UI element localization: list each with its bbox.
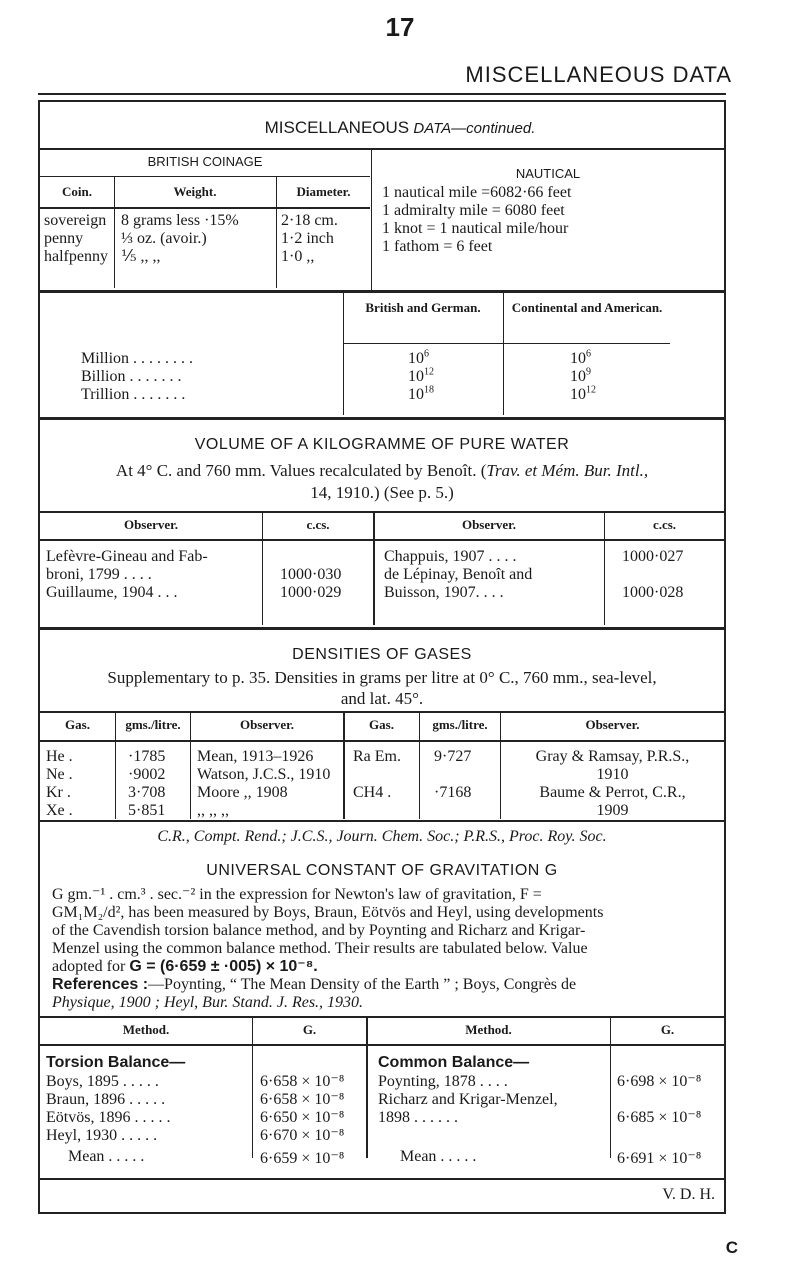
observer: Guillaume, 1904 . . . xyxy=(46,584,178,601)
method-name: Boys, 1895 . . . . . xyxy=(46,1073,159,1090)
g-value: 6·670 × 10⁻⁸ xyxy=(260,1127,345,1144)
signature: V. D. H. xyxy=(662,1186,715,1203)
column-divider xyxy=(262,511,263,625)
method-name: Richarz and Krigar-Menzel, xyxy=(378,1091,558,1108)
gas-name: Ne . xyxy=(46,766,73,783)
nautical-line: 1 fathom = 6 feet xyxy=(382,238,493,255)
rule xyxy=(40,207,370,209)
torsion-mean-label: Mean . . . . . xyxy=(68,1148,145,1165)
gas-observer: 1909 xyxy=(596,802,629,819)
observer-column-header: Observer. xyxy=(585,717,640,732)
gas-density: 3·708 xyxy=(128,784,166,801)
gas-observer: Mean, 1913–1926 xyxy=(197,748,314,765)
coin-list xyxy=(44,212,108,266)
volume-title: VOLUME OF A KILOGRAMME OF PURE WATER xyxy=(194,436,570,453)
observer: broni, 1799 . . . . xyxy=(46,566,152,583)
coin-name: penny xyxy=(44,230,84,247)
coin-diameter: 2·18 cm. xyxy=(281,212,338,229)
paragraph-line: of the Cavendish torsion balance method, and by Poynting and Richarz and Krigar- xyxy=(52,922,586,939)
column-divider xyxy=(252,1016,253,1158)
ccs-column-header: c.cs. xyxy=(652,517,677,532)
rule xyxy=(40,539,724,541)
section-title-main: MISCELLANEOUS xyxy=(264,118,410,137)
rule xyxy=(40,711,724,713)
rule xyxy=(40,1016,724,1018)
diameter-list xyxy=(281,212,338,266)
gas-name: Xe . xyxy=(46,802,73,819)
common-balance-heading: Common Balance— xyxy=(378,1054,530,1071)
gas-name xyxy=(353,766,401,784)
method-name: Poynting, 1878 . . . . xyxy=(378,1073,508,1090)
gas-name xyxy=(353,802,401,820)
gas-density: ·1785 xyxy=(128,748,166,765)
gas-left-densities xyxy=(128,748,165,820)
british-values xyxy=(408,350,434,404)
observer: Chappuis, 1907 . . . . xyxy=(384,548,517,565)
column-divider xyxy=(604,511,605,625)
coinage-heading: BRITISH COINAGE xyxy=(147,154,263,169)
g-value: 6·650 × 10⁻⁸ xyxy=(260,1109,345,1126)
column-divider xyxy=(115,711,116,819)
torsion-balance-heading: Torsion Balance— xyxy=(46,1054,186,1071)
rule xyxy=(40,1178,724,1180)
gas-observer: ,, ,, ,, xyxy=(197,802,229,819)
gas-left-names xyxy=(46,748,73,820)
volume-intro-2: 14, 1910.) (See p. 5.) xyxy=(310,483,454,502)
paragraph-line: Menzel using the common balance method. Their results are tabulated below. Value xyxy=(52,940,588,957)
volume-left-values xyxy=(280,548,341,602)
section-title xyxy=(0,118,800,138)
volume-right-observers xyxy=(384,548,532,602)
rule xyxy=(40,176,370,177)
density-column-header: gms./litre. xyxy=(432,717,488,732)
rule xyxy=(40,740,724,742)
column-divider xyxy=(373,511,375,625)
gas-density: 9·727 xyxy=(434,748,472,765)
volume-value xyxy=(622,566,683,584)
page-number: 17 xyxy=(385,12,415,42)
continental-column-header: Continental and American. xyxy=(511,300,663,315)
observer-column-header: Observer. xyxy=(239,717,295,732)
gases-title: DENSITIES OF GASES xyxy=(292,646,472,663)
gas-observer: 1910 xyxy=(596,766,629,783)
volume-value xyxy=(280,548,341,566)
number-name: Million . . . . . . . . xyxy=(81,350,194,367)
column-divider xyxy=(190,711,191,819)
coin-name: halfpenny xyxy=(44,248,108,265)
density-column-header: gms./litre. xyxy=(125,717,181,732)
volume-value: 1000·027 xyxy=(622,548,684,565)
column-divider xyxy=(419,711,420,819)
gas-right-names xyxy=(353,748,401,820)
column-divider xyxy=(114,176,115,288)
gas-right-observers xyxy=(501,748,724,820)
method-name: Heyl, 1930 . . . . . xyxy=(46,1127,158,1144)
nautical-list xyxy=(382,184,571,256)
rule xyxy=(40,511,724,513)
g-value: 6·698 × 10⁻⁸ xyxy=(617,1073,702,1090)
method-name: Braun, 1896 . . . . . xyxy=(46,1091,166,1108)
gas-name: CH4 . xyxy=(353,784,392,801)
gas-name: Ra Em. xyxy=(353,748,401,765)
gas-density: ·7168 xyxy=(434,784,472,801)
volume-value: 1000·029 xyxy=(280,584,342,601)
weight-column-header: Weight. xyxy=(173,184,217,199)
column-divider xyxy=(343,711,345,819)
references-line: Physique, 1900 ; Heyl, Bur. Stand. J. Res., 1930. xyxy=(52,994,364,1011)
coin-column-header: Coin. xyxy=(62,184,92,199)
british-column-header: British and German. xyxy=(365,300,481,315)
continental-value: $10^6$ xyxy=(570,348,591,367)
torsion-values xyxy=(260,1073,344,1145)
rule xyxy=(40,627,724,630)
observer: de Lépinay, Benoît and xyxy=(384,566,533,583)
rule xyxy=(40,290,724,293)
nautical-heading: NAUTICAL xyxy=(515,166,581,181)
g-value xyxy=(617,1091,701,1109)
volume-value: 1000·028 xyxy=(622,584,684,601)
ccs-column-header: c.cs. xyxy=(306,517,330,532)
paragraph-line: GM₁M₂/d², has been measured by Boys, Braun, Eötvös and Heyl, using developments xyxy=(52,904,604,921)
gas-name: Kr . xyxy=(46,784,71,801)
torsion-mean-value: 6·659 × 10⁻⁸ xyxy=(260,1150,345,1167)
g-value: 6·685 × 10⁻⁸ xyxy=(617,1109,702,1126)
rule xyxy=(344,343,670,344)
volume-left-observers xyxy=(46,548,208,602)
g-value: 6·658 × 10⁻⁸ xyxy=(260,1073,345,1090)
observer-column-header: Observer. xyxy=(461,517,517,532)
gas-observer: Baume & Perrot, C.R., xyxy=(539,784,686,801)
gravitation-title: UNIVERSAL CONSTANT OF GRAVITATION G xyxy=(206,862,558,879)
continental-value: $10^9$ xyxy=(570,366,591,385)
weight-list xyxy=(121,212,239,266)
torsion-methods xyxy=(46,1073,170,1145)
coin-diameter: 1·0 ,, xyxy=(281,248,315,265)
references-line: References :—Poynting, “ The Mean Density of the Earth ” ; Boys, Congrès de xyxy=(52,976,577,993)
method-name: 1898 . . . . . . xyxy=(378,1109,458,1126)
observer-column-header: Observer. xyxy=(123,517,179,532)
gas-observer: Gray & Ramsay, P.R.S., xyxy=(535,748,690,765)
continental-value: $10^{12}$ xyxy=(570,384,596,403)
british-value: $10^{12}$ xyxy=(408,366,434,385)
rule xyxy=(40,148,724,150)
gas-density xyxy=(434,766,471,784)
british-value: $10^6$ xyxy=(408,348,429,367)
gravitation-paragraph xyxy=(52,886,603,1012)
gases-abbreviations: C.R., Compt. Rend.; J.C.S., Journ. Chem. Soc.; P.R.S., Proc. Roy. Soc. xyxy=(157,828,607,845)
observer: Lefèvre-Gineau and Fab- xyxy=(46,548,208,565)
rule xyxy=(40,1044,724,1046)
column-divider xyxy=(366,1016,368,1158)
common-mean-value: 6·691 × 10⁻⁸ xyxy=(617,1150,702,1167)
nautical-line: 1 knot = 1 nautical mile/hour xyxy=(382,220,569,237)
method-column-header: Method. xyxy=(465,1022,512,1037)
section-title-rest: DATA—continued. xyxy=(413,120,536,137)
rule xyxy=(40,820,724,822)
coin-weight: ⅕ ,, ,, xyxy=(121,248,161,265)
common-mean-label: Mean . . . . . xyxy=(400,1148,477,1165)
gases-intro: Supplementary to p. 35. Densities in grams per litre at 0° C., 760 mm., sea-level, xyxy=(107,668,657,687)
gas-density: ·9002 xyxy=(128,766,166,783)
coin-weight: ⅓ oz. (avoir.) xyxy=(121,230,207,247)
continental-values xyxy=(570,350,596,404)
gas-density: 5·851 xyxy=(128,802,166,819)
gas-observer: Watson, J.C.S., 1910 xyxy=(197,766,331,783)
nautical-line: 1 admiralty mile = 6080 feet xyxy=(382,202,565,219)
column-divider xyxy=(276,176,277,288)
signature-mark: C xyxy=(725,1238,738,1257)
nautical-line: 1 nautical mile =6082·66 feet xyxy=(382,184,572,201)
british-value: $10^{18}$ xyxy=(408,384,434,403)
method-column-header: Method. xyxy=(122,1022,170,1037)
common-methods xyxy=(378,1073,558,1127)
paragraph-line: G gm.⁻¹ . cm.³ . sec.⁻² in the expression for Newton's law of gravitation, F = xyxy=(52,886,542,903)
header-rule xyxy=(38,93,726,95)
volume-value: 1000·030 xyxy=(280,566,342,583)
common-values xyxy=(617,1073,701,1127)
g-value: 6·658 × 10⁻⁸ xyxy=(260,1091,345,1108)
method-name: Eötvös, 1896 . . . . . xyxy=(46,1109,171,1126)
gas-density xyxy=(434,802,471,820)
gas-column-header: Gas. xyxy=(65,717,90,732)
coin-weight: 8 grams less ·15% xyxy=(121,212,239,229)
gases-intro-2: and lat. 45°. xyxy=(340,689,424,708)
coin-name: sovereign xyxy=(44,212,107,229)
g-column-header: G. xyxy=(302,1022,317,1037)
gas-observer: Moore ,, 1908 xyxy=(197,784,288,801)
gas-name: He . xyxy=(46,748,73,765)
diameter-column-header: Diameter. xyxy=(296,184,351,199)
gas-column-header: Gas. xyxy=(369,717,394,732)
number-name: Billion . . . . . . . xyxy=(81,368,182,385)
rule xyxy=(40,417,724,420)
number-name-list xyxy=(81,350,193,404)
column-divider xyxy=(610,1016,611,1158)
number-name: Trillion . . . . . . . xyxy=(81,386,186,403)
coin-diameter: 1·2 inch xyxy=(281,230,334,247)
volume-intro: At 4° C. and 760 mm. Values recalculated by Benoît. (Trav. et Mém. Bur. Intl., xyxy=(115,461,649,480)
observer: Buisson, 1907. . . . xyxy=(384,584,504,601)
gas-right-densities xyxy=(434,748,471,820)
g-column-header: G. xyxy=(660,1022,675,1037)
paragraph-line: adopted for G = (6·659 ± ·005) × 10⁻⁸. xyxy=(52,958,318,975)
adopted-value: G = (6·659 ± ·005) × 10⁻⁸. xyxy=(129,958,318,975)
page-title: MISCELLANEOUS DATA xyxy=(465,62,732,87)
volume-right-values xyxy=(622,548,683,602)
gas-left-observers xyxy=(197,748,330,820)
